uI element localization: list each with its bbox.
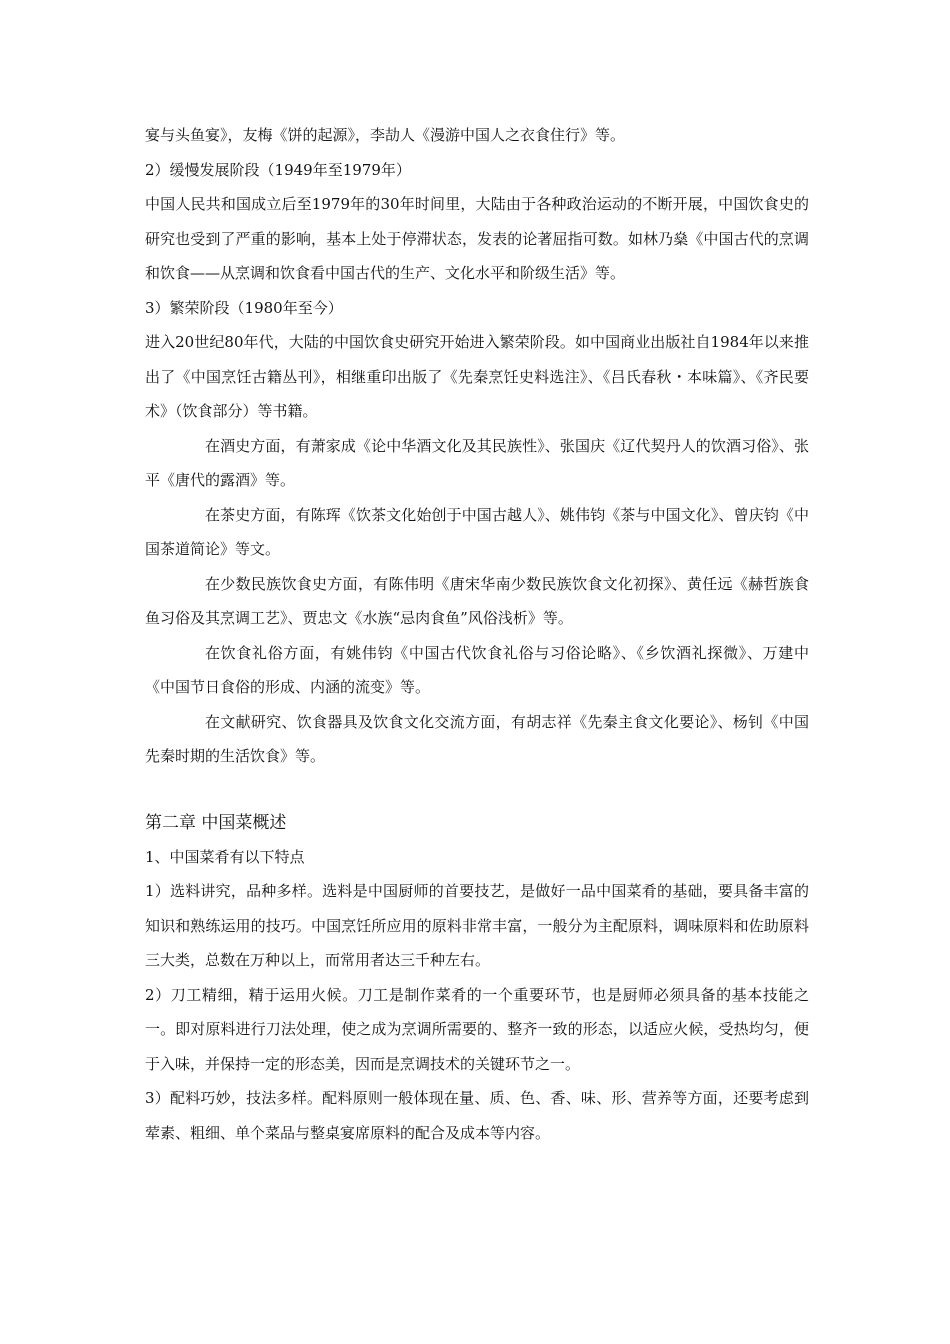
paragraph-prosperity: 进入20世纪80年代，大陆的中国饮食史研究开始进入繁荣阶段。如中国商业出版社自1984年以来推出了《中国烹饪古籍丛刊》，相继重印出版了《先秦烹饪史料选注》、《吕氏春秋・本味篇》、《齐民要术》（饮食部分）等书籍。 [145,333,809,420]
stage-heading-slow-development: 2）缓慢发展阶段（1949年至1979年） [145,160,411,179]
paragraph-feature-3: 3）配料巧妙，技法多样。配料原则一般体现在量、质、色、香、味、形、营养等方面，还要考虑到荤素、粗细、单个菜品与整桌宴席原料的配合及成本等内容。 [145,1089,809,1142]
section-title: 1、中国菜肴有以下特点 [145,847,305,866]
paragraph-minority-food-history: 在少数民族饮食史方面，有陈伟明《唐宋华南少数民族饮食文化初探》、黄任远《赫哲族食鱼习俗及其烹调工艺》、贾忠文《水族“忌肉食鱼”风俗浅析》等。 [145,574,809,627]
paragraph-slow-development: 中国人民共和国成立后至1979年的30年时间里，大陆由于各种政治运动的不断开展，中国饮食史的研究也受到了严重的影响，基本上处于停滞状态，发表的论著屈指可数。如林乃燊《中国古代的烹调和饮食——从烹调和饮食看中国古代的生产、文化水平和阶级生活》等。 [145,195,809,282]
paragraph-literature-research: 在文献研究、饮食器具及饮食文化交流方面，有胡志祥《先秦主食文化要论》、杨钊《中国先秦时期的生活饮食》等。 [145,712,809,765]
paragraph-tea-history: 在茶史方面，有陈珲《饮茶文化始创于中国古越人》、姚伟钧《茶与中国文化》、曾庆钧《中国茶道简论》等文。 [145,505,809,558]
document-body [145,118,809,1150]
paragraph-continuation: 宴与头鱼宴》，友梅《饼的起源》，李劼人《漫游中国人之衣食住行》等。 [145,126,626,144]
paragraph-feature-2: 2）刀工精细，精于运用火候。刀工是制作菜肴的一个重要环节，也是厨师必须具备的基本技能之一。即对原料进行刀法处理，使之成为烹调所需要的、整齐一致的形态，以适应火候，受热均匀，便于入味，并保持一定的形态美，因而是烹调技术的关键环节之一。 [145,985,809,1073]
chapter-title: 第二章 中国菜概述 [145,812,287,833]
stage-heading-prosperity: 3）繁荣阶段（1980年至今） [145,298,343,317]
paragraph-wine-history: 在酒史方面，有萧家成《论中华酒文化及其民族性》、张国庆《辽代契丹人的饮酒习俗》、张平《唐代的露酒》等。 [145,436,809,489]
paragraph-feature-1: 1）选料讲究，品种多样。选料是中国厨师的首要技艺，是做好一品中国菜肴的基础，要具备丰富的知识和熟练运用的技巧。中国烹饪所应用的原料非常丰富，一般分为主配原料，调味原料和佐助原料三大类，总数在万种以上，而常用者达三千种左右。 [145,882,809,969]
paragraph-food-customs: 在饮食礼俗方面，有姚伟钧《中国古代饮食礼俗与习俗论略》、《乡饮酒礼探微》、万建中《中国节日食俗的形成、内涵的流变》等。 [145,643,809,696]
